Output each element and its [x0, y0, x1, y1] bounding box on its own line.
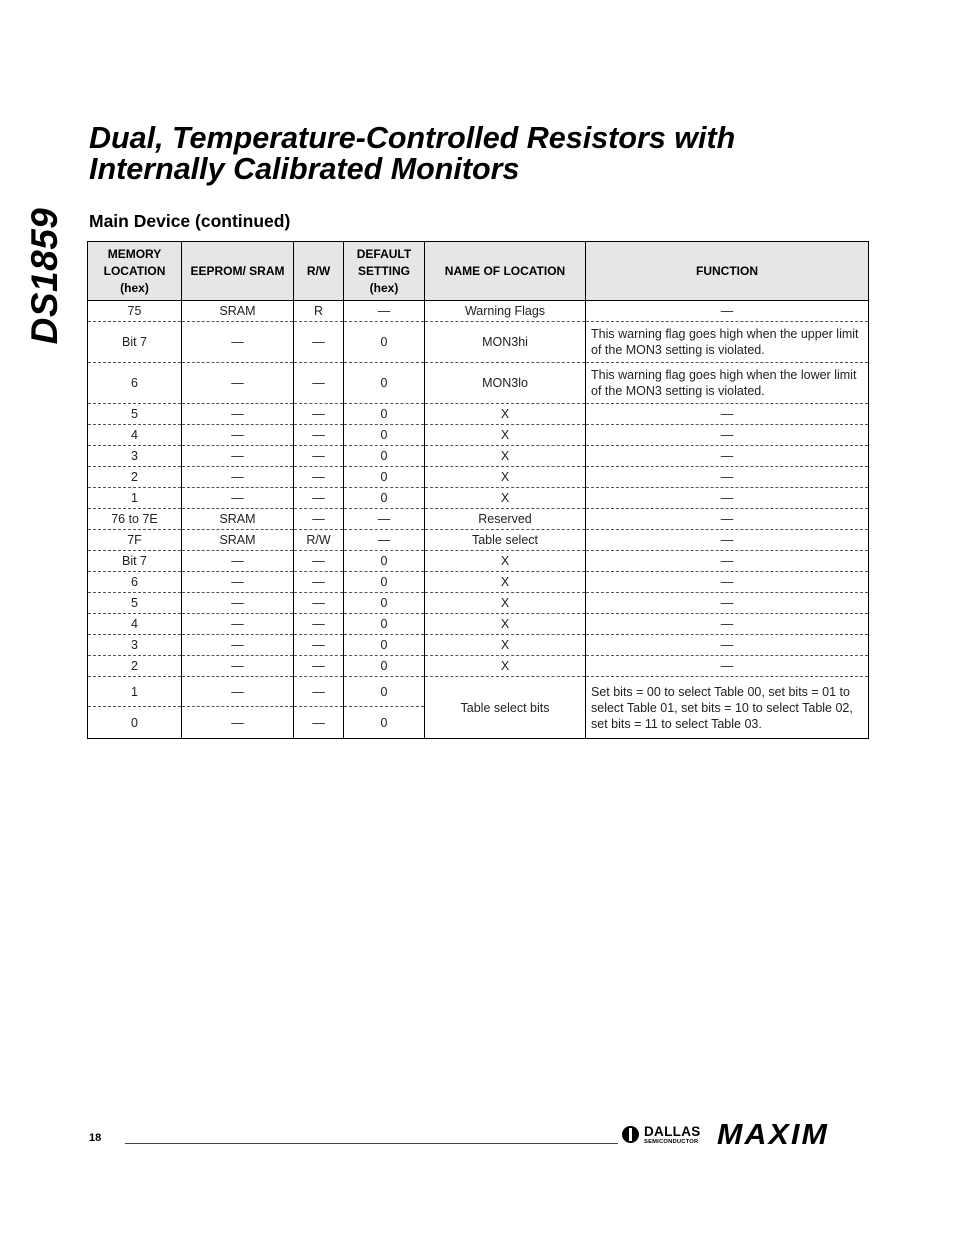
cell-default-setting: 0 [344, 677, 425, 707]
header-function: FUNCTION [586, 242, 869, 301]
table-row [88, 488, 869, 509]
table-header-row [88, 242, 869, 301]
cell-function: — [586, 404, 869, 425]
table-body [88, 301, 869, 739]
cell-rw: — [294, 363, 344, 404]
cell-name-of-location: Warning Flags [425, 301, 586, 322]
cell-function: — [586, 656, 869, 677]
cell-default-setting: 0 [344, 551, 425, 572]
cell-eeprom-sram: — [182, 363, 294, 404]
cell-name-of-location: X [425, 404, 586, 425]
cell-memory-location: 3 [88, 446, 182, 467]
cell-default-setting: 0 [344, 635, 425, 656]
cell-memory-location: 6 [88, 572, 182, 593]
table-row [88, 551, 869, 572]
dallas-semiconductor-logo [622, 1124, 712, 1148]
table-row [88, 635, 869, 656]
cell-eeprom-sram: — [182, 446, 294, 467]
cell-rw: R [294, 301, 344, 322]
cell-memory-location: Bit 7 [88, 322, 182, 363]
cell-eeprom-sram: — [182, 467, 294, 488]
cell-name-of-location: X [425, 614, 586, 635]
cell-memory-location: 7F [88, 530, 182, 551]
cell-eeprom-sram: — [182, 425, 294, 446]
cell-memory-location: 4 [88, 614, 182, 635]
cell-rw: — [294, 467, 344, 488]
table-row [88, 425, 869, 446]
cell-rw: — [294, 551, 344, 572]
page-title-line-2: Internally Calibrated Monitors [89, 152, 520, 186]
cell-function: — [586, 301, 869, 322]
table-row [88, 509, 869, 530]
header-eeprom-sram: EEPROM/ SRAM [182, 242, 294, 301]
cell-rw: — [294, 404, 344, 425]
header-name-of-location: NAME OF LOCATION [425, 242, 586, 301]
cell-function: — [586, 530, 869, 551]
section-heading: Main Device (continued) [89, 211, 291, 231]
dallas-logo-name: DALLAS [644, 1124, 701, 1139]
cell-memory-location: 2 [88, 656, 182, 677]
cell-function: This warning flag goes high when the lower limit of the MON3 setting is violated. [586, 363, 869, 404]
cell-function: — [586, 488, 869, 509]
cell-function: — [586, 425, 869, 446]
cell-default-setting: 0 [344, 593, 425, 614]
header-default-setting: DEFAULT SETTING (hex) [344, 242, 425, 301]
footer-rule [125, 1143, 618, 1144]
cell-default-setting: 0 [344, 488, 425, 509]
register-table [87, 241, 869, 739]
cell-default-setting: 0 [344, 467, 425, 488]
cell-name-of-location: X [425, 425, 586, 446]
cell-rw: — [294, 677, 344, 707]
cell-function: — [586, 593, 869, 614]
header-memory-location: MEMORY LOCATION (hex) [88, 242, 182, 301]
table-row [88, 656, 869, 677]
cell-name-of-location: Table select bits [425, 677, 586, 739]
cell-default-setting: 0 [344, 707, 425, 739]
cell-name-of-location: X [425, 572, 586, 593]
cell-memory-location: 5 [88, 593, 182, 614]
table-row [88, 572, 869, 593]
cell-rw: — [294, 322, 344, 363]
table-row [88, 446, 869, 467]
cell-name-of-location: X [425, 656, 586, 677]
table-row [88, 614, 869, 635]
cell-memory-location: 2 [88, 467, 182, 488]
cell-default-setting: 0 [344, 446, 425, 467]
cell-function: — [586, 467, 869, 488]
cell-rw: — [294, 572, 344, 593]
page-title-line-1: Dual, Temperature-Controlled Resistors with [89, 121, 736, 155]
cell-eeprom-sram: — [182, 404, 294, 425]
cell-name-of-location: MON3lo [425, 363, 586, 404]
cell-name-of-location: X [425, 467, 586, 488]
cell-rw: — [294, 614, 344, 635]
side-part-number-text: DS1859 [24, 207, 65, 345]
cell-memory-location: 0 [88, 707, 182, 739]
table-row [88, 404, 869, 425]
cell-eeprom-sram: — [182, 322, 294, 363]
cell-memory-location: 4 [88, 425, 182, 446]
cell-eeprom-sram: — [182, 614, 294, 635]
cell-function: — [586, 446, 869, 467]
cell-function: Set bits = 00 to select Table 00, set bits = 01 to select Table 01, set bits = 10 to select Table 02, set bits = 11 to select Table 03. [586, 677, 869, 739]
cell-name-of-location: X [425, 488, 586, 509]
cell-memory-location: 1 [88, 677, 182, 707]
cell-default-setting: — [344, 530, 425, 551]
cell-eeprom-sram: — [182, 488, 294, 509]
page-number: 18 [89, 1132, 102, 1144]
cell-eeprom-sram: — [182, 677, 294, 707]
cell-eeprom-sram: — [182, 635, 294, 656]
cell-rw: — [294, 509, 344, 530]
maxim-logo: MAXIM [717, 1119, 830, 1151]
cell-name-of-location: Table select [425, 530, 586, 551]
dallas-logo-subtitle: SEMICONDUCTOR [644, 1139, 699, 1145]
table-row [88, 593, 869, 614]
cell-eeprom-sram: — [182, 593, 294, 614]
cell-eeprom-sram: SRAM [182, 301, 294, 322]
cell-function: — [586, 635, 869, 656]
cell-function: — [586, 551, 869, 572]
cell-memory-location: Bit 7 [88, 551, 182, 572]
cell-function: — [586, 509, 869, 530]
cell-rw: — [294, 656, 344, 677]
cell-rw: — [294, 425, 344, 446]
table-row [88, 677, 869, 707]
cell-memory-location: 6 [88, 363, 182, 404]
cell-name-of-location: X [425, 446, 586, 467]
table-row [88, 467, 869, 488]
cell-default-setting: 0 [344, 322, 425, 363]
cell-name-of-location: X [425, 635, 586, 656]
side-part-number [20, 207, 70, 345]
cell-memory-location: 75 [88, 301, 182, 322]
table-row [88, 530, 869, 551]
cell-eeprom-sram: — [182, 551, 294, 572]
cell-rw: — [294, 707, 344, 739]
cell-default-setting: — [344, 301, 425, 322]
dallas-mark-icon [622, 1126, 639, 1143]
cell-function: This warning flag goes high when the upper limit of the MON3 setting is violated. [586, 322, 869, 363]
cell-memory-location: 5 [88, 404, 182, 425]
cell-rw: R/W [294, 530, 344, 551]
cell-memory-location: 3 [88, 635, 182, 656]
cell-rw: — [294, 488, 344, 509]
cell-rw: — [294, 446, 344, 467]
cell-eeprom-sram: — [182, 572, 294, 593]
cell-memory-location: 76 to 7E [88, 509, 182, 530]
cell-name-of-location: Reserved [425, 509, 586, 530]
cell-default-setting: 0 [344, 656, 425, 677]
page-title [89, 123, 879, 185]
cell-name-of-location: X [425, 551, 586, 572]
cell-eeprom-sram: SRAM [182, 530, 294, 551]
table-row [88, 322, 869, 363]
cell-name-of-location: MON3hi [425, 322, 586, 363]
cell-function: — [586, 614, 869, 635]
cell-eeprom-sram: SRAM [182, 509, 294, 530]
cell-default-setting: — [344, 509, 425, 530]
cell-memory-location: 1 [88, 488, 182, 509]
cell-default-setting: 0 [344, 404, 425, 425]
header-rw: R/W [294, 242, 344, 301]
cell-eeprom-sram: — [182, 656, 294, 677]
cell-default-setting: 0 [344, 425, 425, 446]
cell-rw: — [294, 593, 344, 614]
cell-name-of-location: X [425, 593, 586, 614]
cell-rw: — [294, 635, 344, 656]
cell-default-setting: 0 [344, 363, 425, 404]
cell-eeprom-sram: — [182, 707, 294, 739]
cell-default-setting: 0 [344, 614, 425, 635]
cell-function: — [586, 572, 869, 593]
table-row [88, 363, 869, 404]
table-row [88, 301, 869, 322]
cell-default-setting: 0 [344, 572, 425, 593]
